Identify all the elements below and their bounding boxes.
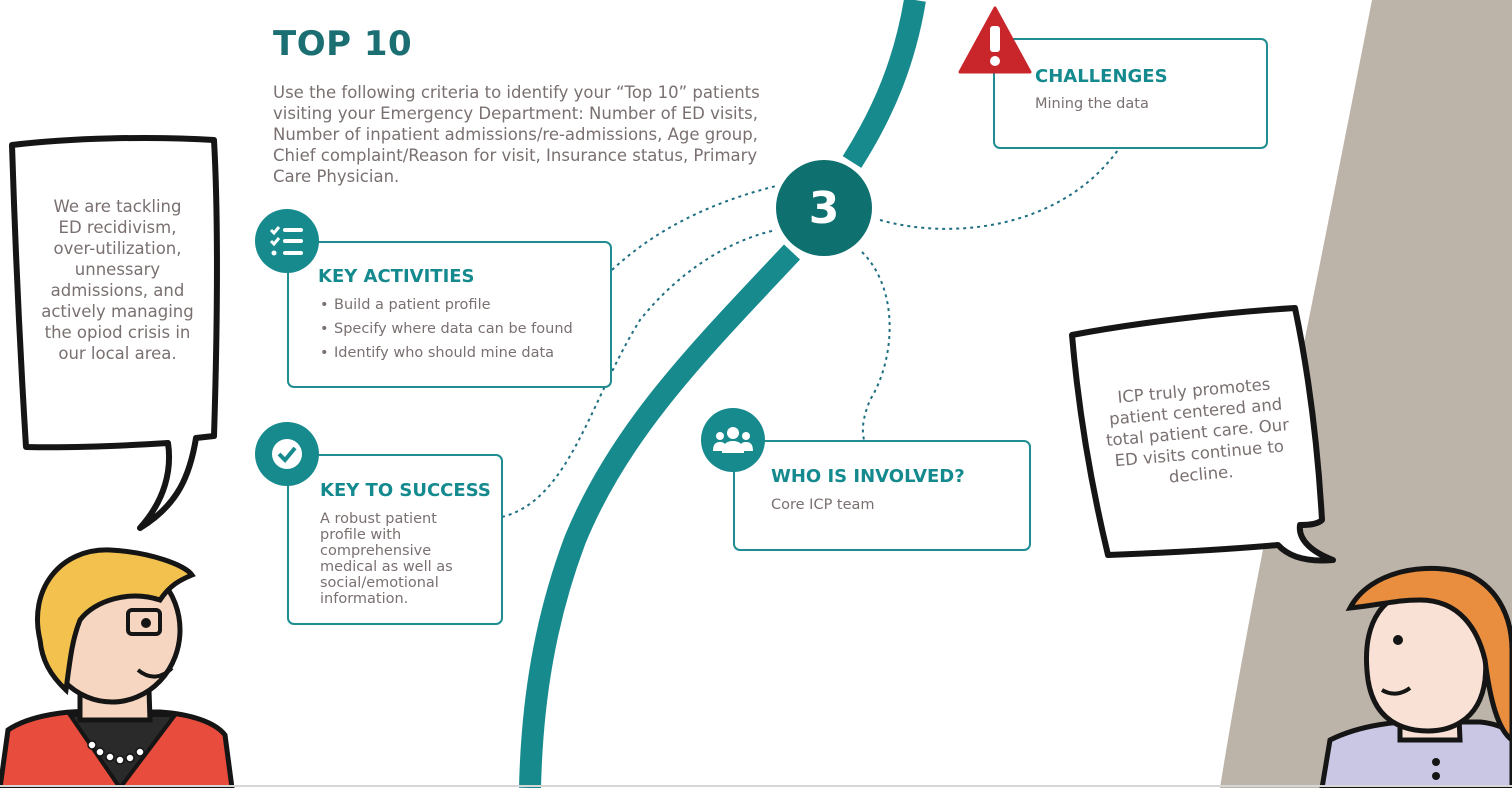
- key-to-success-card: [287, 454, 503, 625]
- key-activities-title: KEY ACTIVITIES: [318, 266, 475, 287]
- checkmark-icon: [255, 422, 319, 486]
- list-item: • Specify where data can be found: [320, 321, 573, 337]
- key-activities-card: [287, 241, 612, 388]
- who-involved-title: WHO IS INVOLVED?: [771, 466, 965, 487]
- key-to-success-text: A robust patient profile with comprehensive medical as well as social/emotional information.: [320, 511, 453, 607]
- right-bubble-text: ICP truly promotes patient centered and total patient care. Our ED visits continue to decline.: [1105, 374, 1290, 487]
- group-icon: [701, 408, 765, 472]
- challenges-text: Mining the data: [1035, 96, 1149, 112]
- who-involved-card: [733, 440, 1031, 551]
- list-item: • Build a patient profile: [320, 297, 491, 313]
- key-activities-list: [320, 293, 573, 365]
- intro-text: Use the following criteria to identify your “Top 10” patients visiting your Emergency Department: Number of ED visits, Number of inpatient admissions/re-admissions, Age group, Chief complaint/Reason for visit, Insurance status, Primary Care Physician.: [273, 83, 760, 186]
- challenges-card: [993, 38, 1268, 149]
- key-to-success-title: KEY TO SUCCESS: [320, 480, 491, 501]
- challenges-title: CHALLENGES: [1035, 66, 1168, 87]
- road-upper: [852, 0, 915, 162]
- step-number-badge: 3: [776, 160, 872, 256]
- left-character-illustration: [0, 550, 232, 788]
- warning-icon: [958, 6, 1032, 74]
- who-involved-text: Core ICP team: [771, 497, 875, 513]
- left-bubble-text: We are tackling ED recidivism, over-utilization, unnessary admissions, and actively managing the opiod crisis in our local area.: [41, 197, 194, 363]
- list-item: • Identify who should mine data: [320, 345, 555, 361]
- checklist-icon: [255, 209, 319, 273]
- page-title: TOP 10: [273, 24, 413, 64]
